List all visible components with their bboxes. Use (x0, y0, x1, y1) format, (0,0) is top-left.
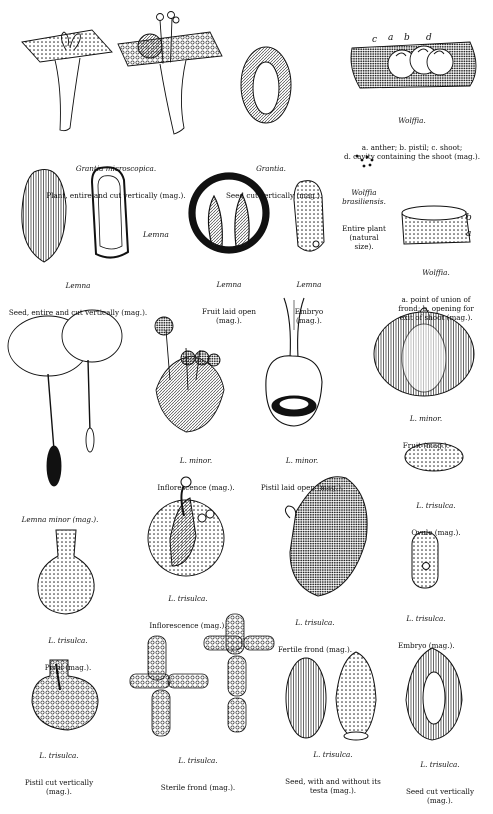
caption-desc: Plant, entire and cut vertically (mag.). (46, 191, 186, 200)
caption-title: L. trisulca. (39, 751, 79, 760)
caption-grantia-seed (226, 146, 323, 209)
caption-title: L. trisulca. (295, 618, 335, 627)
caption-title: L. trisulca. (313, 750, 353, 759)
wolffia-frond-letter-a: a (466, 229, 472, 239)
caption-desc: Fruit (mag.). (402, 441, 450, 450)
lemna-side-label: Lemna (143, 230, 169, 239)
caption-desc: Seed, entire and cut vertically (mag.). (8, 308, 148, 317)
caption-desc: a. point of union of frond; b. opening for exit of shoot (mag.). (398, 295, 474, 322)
caption-lemna-fruit (189, 262, 269, 334)
caption-desc: Seed cut vertically (mag.). (226, 191, 323, 200)
caption-title: Wolffia brasiliensis. (342, 188, 386, 206)
caption-wolffia-shoot (336, 98, 488, 170)
trisulca-seed-cut-drawing (406, 648, 462, 740)
caption-desc: Fertile frond (mag.). (277, 645, 353, 654)
caption-desc: Fruit laid open (mag.). (201, 307, 257, 325)
caption-trisulca-seed-cut (400, 742, 480, 814)
caption-title: L. trisulca. (178, 756, 218, 765)
grantia-seed-drawing (241, 47, 291, 123)
caption-desc: Embryo (mag.). (398, 641, 455, 650)
caption-title: L. minor. (179, 456, 213, 465)
caption-desc: Pistil (mag.). (44, 663, 92, 672)
caption-trisulca-sterile (150, 738, 246, 801)
caption-title: L. trisulca. (406, 614, 446, 623)
caption-desc: Sterile frond (mag.). (160, 783, 236, 792)
caption-desc: Inflorescence (mag.). (157, 483, 235, 492)
caption-title: Lemna minor (mag.). (21, 515, 99, 524)
caption-desc: Pistil cut vertically (mag.). (24, 778, 94, 796)
caption-minor-pistil (252, 438, 352, 501)
caption-lemna-embryo (284, 262, 334, 334)
caption-desc: Pistil laid open (mag.). (260, 483, 344, 492)
caption-title: Lemna (65, 281, 91, 290)
caption-trisulca-pistil (40, 618, 96, 681)
wolffia-letter-a: a (388, 33, 394, 43)
wolffia-letter-b: b (404, 33, 410, 43)
caption-desc: Seed, with and without its testa (mag.). (285, 777, 381, 795)
lemna-minor-plant-drawing (8, 310, 122, 486)
caption-trisulca-inflorescence (140, 576, 236, 639)
caption-trisulca-ovule (406, 483, 466, 546)
caption-trisulca-fertile (270, 600, 360, 663)
caption-lemna-seed (8, 263, 148, 326)
caption-minor-fruit (398, 396, 454, 459)
caption-title: Grantia microscopica. (75, 164, 157, 173)
wolffia-frond-letter-b: b (466, 213, 472, 223)
wolffia-shoot-drawing (351, 33, 476, 88)
caption-title: L. trisulca. (416, 501, 456, 510)
caption-title: Lemna (216, 280, 242, 289)
minor-inflorescence-drawing (155, 317, 224, 432)
caption-desc: Ovule (mag.). (411, 528, 461, 537)
caption-desc: a. anther; b. pistil; c. shoot; d. cavity containing the shoot (mag.). (343, 143, 481, 161)
caption-trisulca-embryo (398, 596, 454, 659)
caption-title: L. minor. (285, 456, 319, 465)
caption-title: Wolffia. (422, 268, 450, 277)
trisulca-seed-drawing (286, 652, 376, 740)
caption-title: L. trisulca. (420, 760, 460, 769)
caption-desc: Embryo (mag.). (294, 307, 324, 325)
caption-lemna-minor-plant (10, 497, 110, 551)
caption-desc: Entire plant (natural size). (342, 224, 386, 251)
caption-minor-inflorescence (146, 438, 246, 501)
caption-title: Grantia. (256, 164, 286, 173)
caption-title: L. trisulca. (168, 594, 208, 603)
caption-desc: Inflorescence (mag.). (149, 621, 227, 630)
wolffia-letter-c: c (372, 35, 378, 45)
grantia-plant-cut-drawing (118, 12, 222, 135)
caption-trisulca-seed (278, 732, 388, 804)
caption-wolffia-brasiliensis (336, 170, 392, 260)
caption-desc: Seed cut vertically (mag.). (405, 787, 475, 805)
caption-trisulca-pistil-cut (14, 733, 104, 805)
wolffia-frond-drawing (402, 206, 472, 244)
caption-title: L. minor. (409, 414, 443, 423)
caption-grantia-plant (36, 146, 196, 209)
caption-title: Wolffia. (398, 116, 426, 125)
wolffia-letter-d: d (426, 33, 432, 43)
caption-title: L. trisulca. (48, 636, 88, 645)
grantia-plant-entire-drawing (22, 30, 112, 131)
caption-title: Lemna (296, 280, 322, 289)
caption-wolffia-frond (386, 250, 486, 331)
